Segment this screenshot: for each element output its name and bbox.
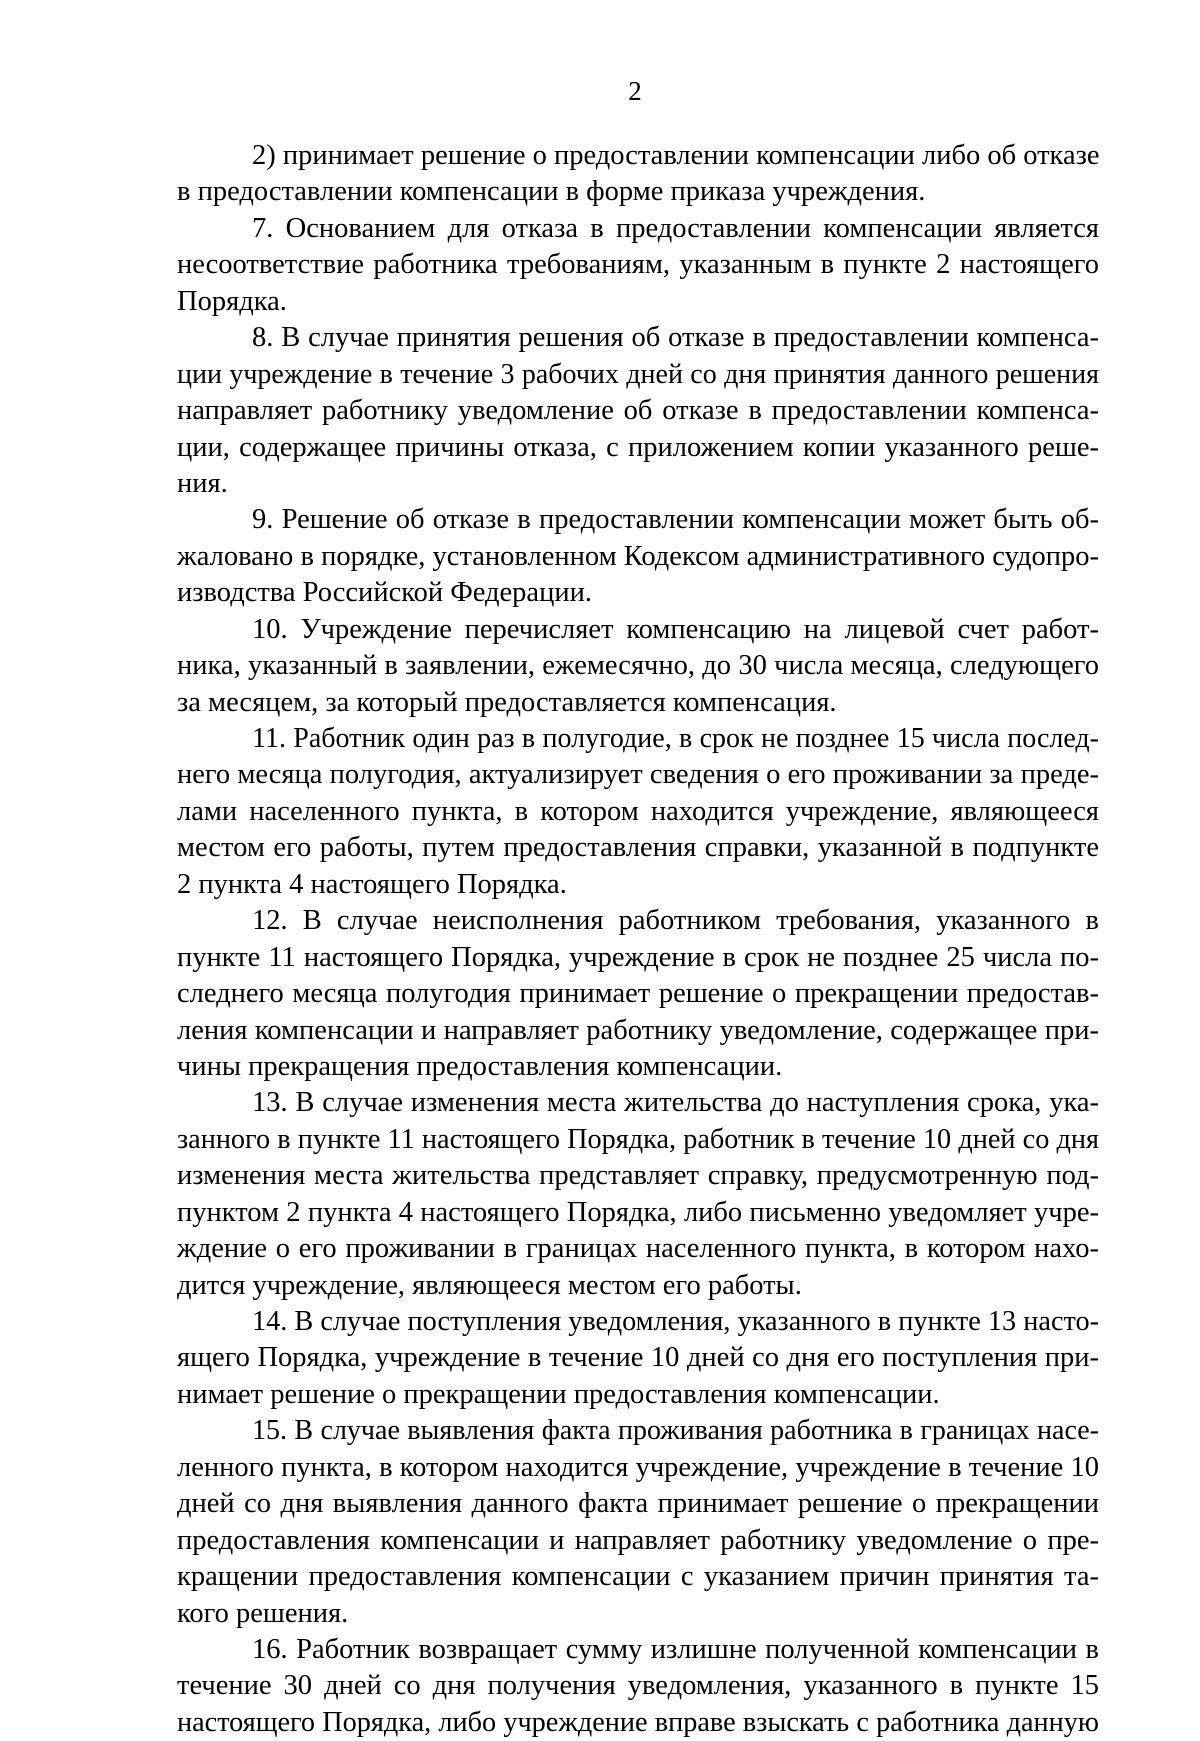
text-line: течение 30 дней со дня получения уведомления, указанного в пункте 15: [177, 1670, 1099, 1702]
document-body: [177, 138, 1099, 1741]
paragraph: [177, 502, 1099, 611]
text-line: 2) принимает решение о предоставлении компенсации либо об отказе: [252, 140, 1100, 171]
text-line: 2 пункта 4 настоящего Порядка.: [177, 868, 567, 900]
text-line: дится учреждение, являющееся местом его работы.: [177, 1269, 802, 1301]
text-line: 8. В случае принятия решения об отказе в предоставлении компенса-: [252, 322, 1099, 354]
paragraph: [177, 612, 1099, 721]
text-line: несоответствие работника требованиям, указанным в пункте 2 настоящего: [177, 249, 1099, 281]
paragraph: [177, 1304, 1099, 1413]
text-line: чины прекращения предоставления компенсации.: [177, 1050, 783, 1082]
text-line: 13. В случае изменения места жительства до наступления срока, ука-: [252, 1087, 1099, 1119]
paragraph: [177, 1085, 1099, 1304]
text-line: в предоставлении компенсации в форме приказа учреждения.: [177, 176, 926, 208]
text-line: пункте 11 настоящего Порядка, учреждение в срок не позднее 25 числа по-: [177, 941, 1099, 973]
text-line: ящего Порядка, учреждение в течение 10 дней со дня его поступления при-: [177, 1342, 1099, 1374]
text-line: следнего месяца полугодия принимает решение о прекращении предостав-: [177, 978, 1099, 1010]
text-line: настоящего Порядка, либо учреждение вправе взыскать с работника данную: [177, 1706, 1099, 1738]
text-line: нимает решение о прекращении предоставления компенсации.: [177, 1378, 940, 1410]
text-line: за месяцем, за который предоставляется компенсация.: [177, 686, 837, 718]
page-number: 2: [628, 76, 642, 106]
text-line: лами населенного пункта, в котором находится учреждение, являющееся: [177, 795, 1099, 827]
paragraph: [177, 721, 1099, 903]
text-line: ленного пункта, в котором находится учреждение, учреждение в течение 10: [177, 1451, 1099, 1483]
text-line: Порядка.: [177, 285, 287, 317]
text-line: 11. Работник один раз в полугодие, в срок не позднее 15 числа послед-: [252, 723, 1099, 754]
paragraph: [177, 1632, 1099, 1741]
text-line: ления компенсации и направляет работнику уведомление, содержащее при-: [177, 1014, 1099, 1046]
text-line: ции, содержащее причины отказа, с приложением копии указанного реше-: [177, 431, 1099, 463]
text-line: направляет работнику уведомление об отказе в предоставлении компенса-: [177, 395, 1099, 427]
paragraph: [177, 1413, 1099, 1632]
text-line: 14. В случае поступления уведомления, указанного в пункте 13 насто-: [252, 1306, 1099, 1337]
text-line: изменения места жительства представляет справку, предусмотренную под-: [177, 1160, 1099, 1192]
text-line: 16. Работник возвращает сумму излишне полученной компенсации в: [252, 1633, 1099, 1665]
text-line: пунктом 2 пункта 4 настоящего Порядка, либо письменно уведомляет учре-: [177, 1196, 1099, 1228]
text-line: кого решения.: [177, 1597, 349, 1629]
paragraph: [177, 903, 1099, 1085]
text-line: ции учреждение в течение 3 рабочих дней со дня принятия данного решения: [177, 358, 1099, 390]
text-line: ника, указанный в заявлении, ежемесячно, до 30 числа месяца, следующего: [177, 650, 1099, 682]
text-line: 10. Учреждение перечисляет компенсацию на лицевой счет работ-: [252, 613, 1099, 645]
text-line: предоставления компенсации и направляет работнику уведомление о пре-: [177, 1524, 1099, 1556]
text-line: жаловано в порядке, установленном Кодексом административного судопро-: [177, 540, 1099, 572]
text-line: 12. В случае неисполнения работником требования, указанного в: [252, 905, 1099, 937]
text-line: занного в пункте 11 настоящего Порядка, работник в течение 10 дней со дня: [177, 1123, 1099, 1155]
text-line: местом его работы, путем предоставления справки, указанной в подпункте: [177, 832, 1099, 864]
text-line: изводства Российской Федерации.: [177, 577, 592, 609]
text-line: 15. В случае выявления факта проживания работника в границах насе-: [252, 1415, 1099, 1447]
text-line: него месяца полугодия, актуализирует сведения о его проживании за преде-: [177, 759, 1099, 791]
paragraph: [177, 138, 1099, 211]
paragraph: [177, 211, 1099, 320]
text-line: ния.: [177, 467, 228, 499]
text-line: ждение о его проживании в границах населенного пункта, в котором нахо-: [177, 1233, 1099, 1265]
text-line: 7. Основанием для отказа в предоставлении компенсации является: [252, 212, 1099, 244]
text-line: 9. Решение об отказе в предоставлении компенсации может быть об-: [252, 504, 1099, 536]
text-line: дней со дня выявления данного факта принимает решение о прекращении: [177, 1488, 1099, 1520]
paragraph: [177, 320, 1099, 502]
text-line: кращении предоставления компенсации с указанием причин принятия та-: [177, 1561, 1099, 1593]
